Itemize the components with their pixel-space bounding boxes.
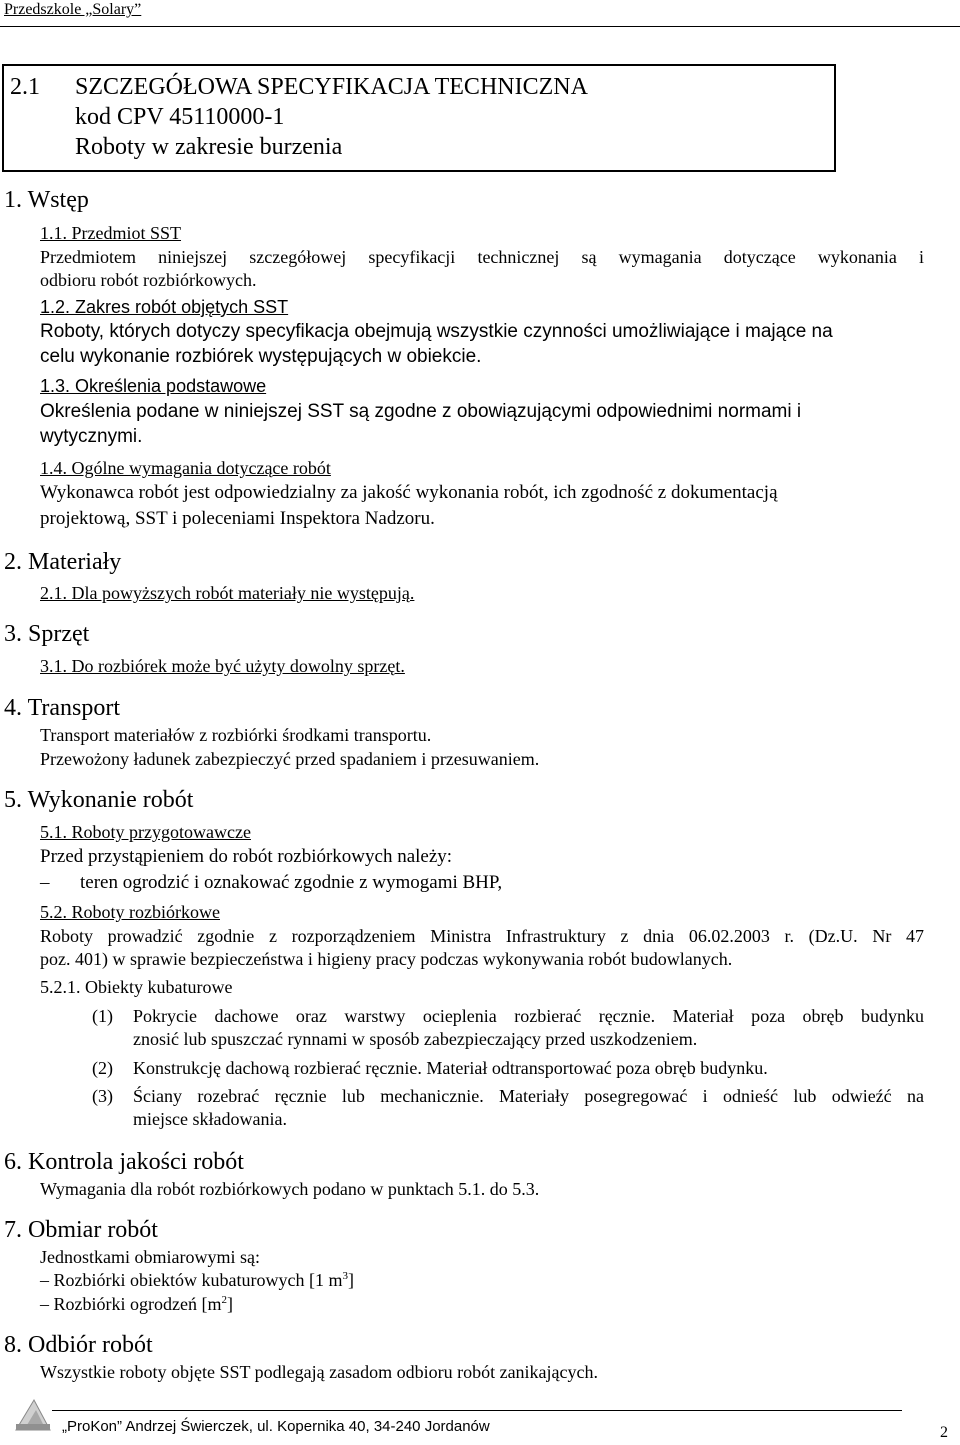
header-link[interactable]: Przedszkole „Solary”: [4, 1, 142, 18]
company-logo-icon: [14, 1396, 52, 1432]
section-1-1-text-line2: odbioru robót rozbiórkowych.: [40, 270, 257, 290]
bullet-dash: –: [40, 872, 50, 893]
unit-item-1-text: – Rozbiórki obiektów kubaturowych [1 m: [40, 1270, 343, 1290]
section-1-3-text-line2: wytycznymi.: [40, 426, 143, 447]
section-1-3-title: 1.3. Określenia podstawowe: [40, 376, 267, 396]
item-3-line1: Ściany rozebrać ręcznie lub mechanicznie. Materiały posegregować i odnieść lub odwieźć na: [133, 1086, 924, 1106]
unit-item-2-end: ]: [226, 1294, 233, 1314]
section-2-heading: 2. Materiały: [4, 549, 122, 575]
unit-item-2-sup: 2: [221, 1294, 227, 1306]
section-3-1-item: 3.1. Do rozbiórek może być użyty dowolny sprzęt.: [40, 656, 405, 676]
section-1-4-text-line1: Wykonawca robót jest odpowiedzialny za jakość wykonania robót, ich zgodność z dokumentacją: [40, 482, 778, 503]
item-3-number: (3): [92, 1086, 113, 1106]
section-5-2-title: 5.2. Roboty rozbiórkowe: [40, 902, 220, 922]
section-5-2-1-title: 5.2.1. Obiekty kubaturowe: [40, 977, 233, 997]
title-line2: kod CPV 45110000-1: [75, 104, 285, 130]
unit-item-1-sup: 3: [342, 1270, 348, 1282]
section-1-1-title: 1.1. Przedmiot SST: [40, 223, 182, 243]
section-5-1-bullet: teren ogrodzić i oznakować zgodnie z wymogami BHP,: [80, 872, 503, 893]
section-5-2-text-line1: Roboty prowadzić zgodnie z rozporządzeniem Ministra Infrastruktury z dnia 06.02.2003 r. (Dz.U. Nr 47: [40, 926, 924, 946]
item-1-line2: znosić lub spuszczać rynnami w sposób zabezpieczający przed uszkodzeniem.: [133, 1029, 698, 1049]
section-1-heading: 1. Wstęp: [4, 187, 89, 213]
footer-company-address: „ProKon” Andrzej Świerczek, ul. Kopernika 40, 34-240 Jordanów: [62, 1418, 490, 1435]
section-7-heading: 7. Obmiar robót: [4, 1217, 158, 1243]
section-5-1-text: Przed przystąpieniem do robót rozbiórkowych należy:: [40, 846, 453, 867]
section-4-text-line2: Przewożony ładunek zabezpieczyć przed spadaniem i przesuwaniem.: [40, 749, 540, 769]
footer-divider: [52, 1410, 902, 1411]
section-2-1-item: 2.1. Dla powyższych robót materiały nie występują.: [40, 583, 415, 603]
unit-item-2: [40, 1294, 233, 1315]
title-number: 2.1: [10, 74, 40, 100]
item-2-line1: Konstrukcję dachową rozbierać ręcznie. Materiał odtransportować poza obręb budynku.: [133, 1058, 768, 1078]
section-1-1-text-line1: Przedmiotem niniejszej szczegółowej specyfikacji technicznej są wymagania dotyczące wykonania i: [40, 247, 924, 267]
section-3-heading: 3. Sprzęt: [4, 621, 90, 647]
section-1-2-text-line1: Roboty, których dotyczy specyfikacja obejmują wszystkie czynności umożliwiające i mające na: [40, 321, 833, 342]
unit-item-1-end: ]: [347, 1270, 354, 1290]
section-8-heading: 8. Odbiór robót: [4, 1332, 153, 1358]
section-1-3-text-line1: Określenia podane w niniejszej SST są zgodne z obowiązującymi odpowiednimi normami i: [40, 401, 802, 422]
item-2-number: (2): [92, 1058, 113, 1078]
section-1-2-title: 1.2. Zakres robót objętych SST: [40, 297, 289, 317]
header-divider: [0, 26, 960, 27]
section-4-text-line1: Transport materiałów z rozbiórki środkami transportu.: [40, 725, 432, 745]
section-6-text: Wymagania dla robót rozbiórkowych podano w punktach 5.1. do 5.3.: [40, 1179, 540, 1199]
section-1-4-text-line2: projektową, SST i poleceniami Inspektora Nadzoru.: [40, 508, 435, 529]
item-3-line2: miejsce składowania.: [133, 1109, 287, 1129]
unit-item-1: [40, 1270, 354, 1291]
section-5-1-title: 5.1. Roboty przygotowawcze: [40, 822, 251, 842]
section-7-text: Jednostkami obmiarowymi są:: [40, 1247, 260, 1267]
section-4-heading: 4. Transport: [4, 695, 121, 721]
section-1-4-title: 1.4. Ogólne wymagania dotyczące robót: [40, 458, 331, 478]
unit-item-2-text: – Rozbiórki ogrodzeń [m: [40, 1294, 222, 1314]
section-1-2-text-line2: celu wykonanie rozbiórek występujących w obiekcie.: [40, 346, 482, 367]
section-5-heading: 5. Wykonanie robót: [4, 787, 194, 813]
page-number: 2: [940, 1424, 948, 1441]
section-5-2-text-line2: poz. 401) w sprawie bezpieczeństwa i higieny pracy podczas wykonywania robót budowlanych.: [40, 949, 733, 969]
title-line3: Roboty w zakresie burzenia: [75, 134, 343, 160]
item-1-number: (1): [92, 1006, 113, 1026]
item-1-line1: Pokrycie dachowe oraz warstwy ocieplenia rozbierać ręcznie. Materiał poza obręb budynku: [133, 1006, 924, 1026]
title-line1: SZCZEGÓŁOWA SPECYFIKACJA TECHNICZNA: [75, 74, 588, 100]
section-8-text: Wszystkie roboty objęte SST podlegają zasadom odbioru robót zanikających.: [40, 1362, 599, 1382]
section-6-heading: 6. Kontrola jakości robót: [4, 1149, 244, 1175]
